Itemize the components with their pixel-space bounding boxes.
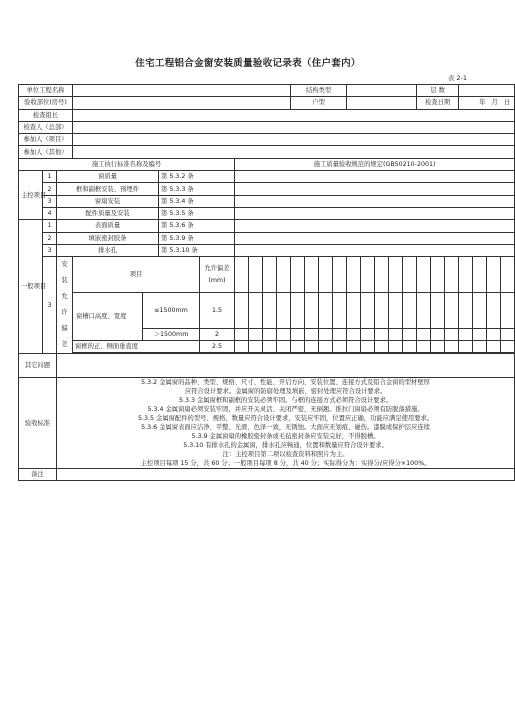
remarks-value[interactable] [57, 469, 515, 481]
reading-cell[interactable] [235, 340, 249, 352]
reading-cell[interactable] [319, 293, 333, 328]
inspection-date-value[interactable]: 年 月 日 [459, 97, 515, 109]
reading-cell[interactable] [487, 257, 501, 293]
reading-cell[interactable] [375, 328, 389, 340]
main-control-row [19, 207, 515, 219]
reading-cell[interactable] [249, 340, 263, 352]
participant2-row [19, 146, 515, 158]
criteria-line: 5.3.10 有排水孔的金属窗，排水孔应畅通，位置和数量应符合设计要求。 [183, 442, 388, 450]
tolerance-header-row [19, 257, 515, 293]
score-cell[interactable] [235, 183, 515, 195]
general-row [19, 232, 515, 244]
criteria-row [19, 378, 515, 469]
main-control-row [19, 195, 515, 207]
team-leader-row [19, 109, 515, 121]
structure-type-value[interactable] [347, 85, 417, 97]
reading-cell[interactable] [375, 257, 389, 293]
tolerance-side-label: 安装允许偏差 [57, 257, 73, 354]
criteria-line: 5.3.5 金属窗配件的型号、规格、数量应符合设计要求，安装应牢固，位置应正确，功能应满足使用要求。 [138, 415, 434, 423]
criteria-line: 5.3.6 金属窗表面应洁净、平整、光滑、色泽一致，无锈蚀。大面应无划痕、碰伤。漆膜或保护层应连续 [141, 424, 430, 432]
tolerance-row [19, 293, 515, 328]
unit-type-value[interactable] [347, 97, 417, 109]
reading-cell[interactable] [305, 257, 319, 293]
reading-cell[interactable] [347, 328, 361, 340]
reading-cell[interactable] [403, 293, 417, 328]
reading-cell[interactable] [375, 340, 389, 352]
opening-label: 窗槽口高度、宽度 [73, 293, 143, 341]
inspector-row [19, 121, 515, 133]
reading-cell[interactable] [445, 328, 459, 340]
participant2-label: 参加人（其他） [19, 146, 73, 158]
reading-cell[interactable] [459, 293, 473, 328]
participant1-value[interactable] [73, 134, 515, 146]
reading-cell[interactable] [403, 328, 417, 340]
project-row [19, 85, 515, 97]
reading-cell[interactable] [389, 293, 403, 328]
inspector-value[interactable] [73, 121, 515, 133]
general-row [19, 244, 515, 256]
reading-cell[interactable] [501, 340, 515, 352]
main-control-row [19, 183, 515, 195]
inspection-date-label: 检查日期 [417, 97, 459, 109]
reading-cell[interactable] [319, 328, 333, 340]
item-no: 1 [43, 220, 57, 232]
reading-cell[interactable] [347, 293, 361, 328]
reading-cell[interactable] [249, 257, 263, 293]
reading-cell[interactable] [417, 293, 431, 328]
item-no: 3 [43, 195, 57, 207]
score-cell[interactable] [235, 195, 515, 207]
reading-cell[interactable] [431, 257, 445, 293]
reading-cell[interactable] [417, 257, 431, 293]
reading-cell[interactable] [277, 328, 291, 340]
score-cell[interactable] [235, 171, 515, 183]
reading-cell[interactable] [403, 257, 417, 293]
reading-cell[interactable] [319, 257, 333, 293]
reading-cell[interactable] [459, 340, 473, 352]
reading-cell[interactable] [473, 257, 487, 293]
tolerance-no: 3 [43, 257, 57, 354]
reading-cell[interactable] [389, 340, 403, 352]
reading-cell[interactable] [473, 328, 487, 340]
item-clause: 第 5.3.3 条 [159, 183, 235, 195]
reading-cell[interactable] [487, 293, 501, 328]
reading-cell[interactable] [235, 257, 249, 293]
other-issues-label: 其它问题 [19, 354, 57, 378]
score-cell[interactable] [235, 244, 515, 256]
acceptance-record-table [18, 84, 515, 481]
reading-cell[interactable] [305, 340, 319, 352]
reading-cell[interactable] [319, 340, 333, 352]
reading-cell[interactable] [501, 328, 515, 340]
item-name: 填嵌密封胶条 [57, 232, 159, 244]
criteria-line: 5.3.3 金属窗框和副框的安装必须牢固。与框的连接方式必须符合设计要求。 [178, 397, 393, 405]
item-name: 配件质量及安装 [57, 207, 159, 219]
reading-cell[interactable] [473, 293, 487, 328]
reading-cell[interactable] [445, 340, 459, 352]
inspector-label: 检查人（总部） [19, 121, 73, 133]
other-issues-row [19, 354, 515, 378]
item-no: 2 [43, 183, 57, 195]
reading-cell[interactable] [277, 293, 291, 328]
regulation-label: 施工质量验收规范的规定(GB50210-2001) [235, 158, 515, 170]
item-clause: 第 5.3.9 条 [159, 232, 235, 244]
reading-cell[interactable] [389, 257, 403, 293]
reading-cell[interactable] [473, 340, 487, 352]
participant2-value[interactable] [73, 146, 515, 158]
reading-cell[interactable] [347, 340, 361, 352]
reading-cell[interactable] [375, 293, 389, 328]
general-group-label: 一般项目 [19, 220, 43, 354]
reading-cell[interactable] [277, 340, 291, 352]
remarks-label: 备注 [19, 469, 57, 481]
reading-cell[interactable] [361, 293, 375, 328]
criteria-line: 应符合设计要求。金属窗的防腐处理及填嵌、密封处理应符合设计要求。 [184, 388, 387, 396]
item-clause: 第 5.3.5 条 [159, 207, 235, 219]
reading-cell[interactable] [291, 257, 305, 293]
item-name: 框和副框安装、预埋件 [57, 183, 159, 195]
standard-label: 施工执行标准名称及编号 [19, 158, 235, 170]
reading-cell[interactable] [277, 257, 291, 293]
criteria-line: 5.3.4 金属窗扇必须安装牢固，并应开关灵活、关闭严密，无倒翘。推拉门窗扇必须有防脱落措施。 [147, 406, 424, 414]
reading-cell[interactable] [263, 328, 277, 340]
reading-cell[interactable] [333, 293, 347, 328]
allow-value: 2 [200, 328, 235, 340]
criteria-line: 5.3.9 金属窗扇的橡胶密封条或毛毡密封条应安装完好，不得脱槽。 [191, 433, 380, 441]
participant1-label: 参加人（项目） [19, 134, 73, 146]
page-title: 住宅工程铝合金窗安装质量验收记录表（住户套内） [135, 58, 361, 69]
reading-cell[interactable] [487, 328, 501, 340]
reading-cell[interactable] [445, 257, 459, 293]
item-no: 4 [43, 207, 57, 219]
item-clause: 第 5.3.6 条 [159, 220, 235, 232]
standard-row [19, 158, 515, 170]
reading-cell[interactable] [431, 340, 445, 352]
location-row [19, 97, 515, 109]
item-name: 表面质量 [57, 220, 159, 232]
opening-cond: ≤1500mm [143, 293, 200, 328]
project-name-label: 单位工程名称 [19, 85, 73, 97]
item-clause: 第 5.3.2 条 [159, 171, 235, 183]
main-control-group-label: 主控项目 [19, 171, 43, 220]
acceptance-location-label: 验收部位(房号) [19, 97, 73, 109]
reading-cell[interactable] [333, 257, 347, 293]
remarks-row [19, 469, 515, 481]
criteria-line: 5.3.2 金属窗的品种、类型、规格、尺寸、性能、开启方向、安装位置、连接方式及铝合金窗的型材壁厚 [141, 379, 430, 387]
score-cell[interactable] [235, 207, 515, 219]
acceptance-location-value[interactable] [73, 97, 291, 109]
reading-cell[interactable] [235, 293, 249, 328]
reading-cell[interactable] [291, 293, 305, 328]
project-name-value[interactable] [73, 85, 291, 97]
reading-cell[interactable] [249, 293, 263, 328]
reading-cell[interactable] [291, 340, 305, 352]
other-issues-value[interactable] [57, 354, 515, 378]
reading-cell[interactable] [333, 328, 347, 340]
reading-cell[interactable] [445, 293, 459, 328]
item-name: 窗扇安装 [57, 195, 159, 207]
item-name: 窗质量 [57, 171, 159, 183]
score-cell[interactable] [235, 220, 515, 232]
reading-cell[interactable] [389, 328, 403, 340]
reading-cell[interactable] [501, 293, 515, 328]
reading-cell[interactable] [235, 328, 249, 340]
reading-cell[interactable] [417, 340, 431, 352]
tolerance-item-header: 项目 [73, 257, 200, 293]
general-row [19, 220, 515, 232]
participant1-row [19, 134, 515, 146]
reading-cell[interactable] [263, 293, 277, 328]
tolerance-allow-header: 允许偏差(mm) [200, 257, 235, 293]
reading-cell[interactable] [459, 328, 473, 340]
allow-value: 1.5 [200, 293, 235, 328]
criteria-line: 主控项目每项 15 分，共 60 分；一般项目每项 8 分，共 40 分；实际得分为：实得分/应得分×100%。 [140, 460, 431, 468]
reading-cell[interactable] [347, 257, 361, 293]
tolerance-row [19, 340, 515, 352]
item-name: 排水孔 [57, 244, 159, 256]
reading-cell[interactable] [361, 328, 375, 340]
score-cell[interactable] [235, 232, 515, 244]
diagonal-label: 窗框的正、侧面垂直度 [73, 340, 200, 352]
criteria-label: 验收标准 [19, 378, 57, 469]
reading-cell[interactable] [305, 293, 319, 328]
criteria-line: 注：主控项目第二项以检查资料和照片为主。 [222, 451, 349, 459]
team-leader-label: 检查组长 [19, 109, 73, 121]
reading-cell[interactable] [417, 328, 431, 340]
reading-cell[interactable] [431, 328, 445, 340]
floors-value[interactable] [459, 85, 515, 97]
reading-cell[interactable] [403, 340, 417, 352]
reading-cell[interactable] [487, 340, 501, 352]
table-code: 表 2-1 [447, 74, 467, 82]
structure-type-label: 结构类型 [291, 85, 347, 97]
reading-cell[interactable] [501, 257, 515, 293]
item-no: 3 [43, 244, 57, 256]
reading-cell[interactable] [431, 293, 445, 328]
item-clause: 第 5.3.4 条 [159, 195, 235, 207]
allow-value: 2.5 [200, 340, 235, 352]
reading-cell[interactable] [291, 328, 305, 340]
opening-cond: ＞1500mm [143, 328, 200, 340]
reading-cell[interactable] [263, 257, 277, 293]
team-leader-value[interactable] [73, 109, 515, 121]
criteria-text [57, 378, 515, 469]
reading-cell[interactable] [333, 340, 347, 352]
reading-cell[interactable] [305, 328, 319, 340]
reading-cell[interactable] [361, 257, 375, 293]
reading-cell[interactable] [249, 328, 263, 340]
reading-cell[interactable] [263, 340, 277, 352]
item-clause: 第 5.3.10 条 [159, 244, 235, 256]
item-no: 1 [43, 171, 57, 183]
main-control-row [19, 171, 515, 183]
unit-type-label: 户型 [291, 97, 347, 109]
reading-cell[interactable] [459, 257, 473, 293]
item-no: 2 [43, 232, 57, 244]
floors-label: 层 数 [417, 85, 459, 97]
reading-cell[interactable] [361, 340, 375, 352]
